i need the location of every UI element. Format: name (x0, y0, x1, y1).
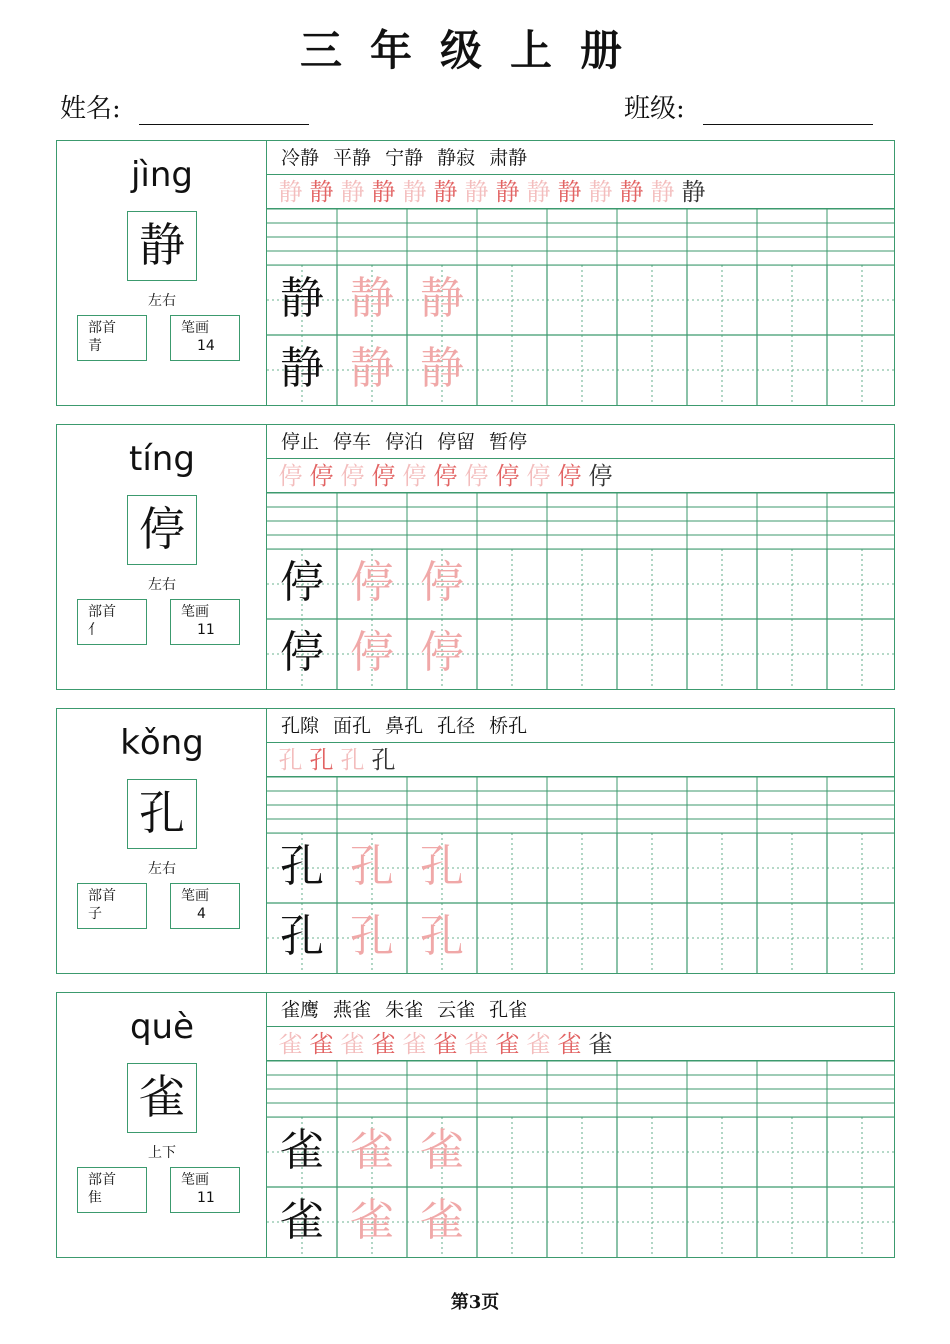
practice-area (267, 709, 894, 973)
stroke-step: 停 (309, 462, 334, 490)
radical-value: 子 (88, 906, 102, 922)
structure-label: 上下 (148, 1145, 176, 1161)
stroke-count-box (170, 883, 240, 929)
character-info-panel (57, 709, 267, 973)
model-character-cell: 雀 (280, 1125, 324, 1176)
trace-character-cell: 静 (420, 273, 464, 324)
vocabulary-words: 孔隙 面孔 鼻孔 孔径 桥孔 (267, 709, 894, 743)
pinyin-writing-grid[interactable] (267, 209, 894, 265)
practice-row (267, 335, 894, 405)
stroke-count-label: 笔画 (181, 888, 209, 904)
pinyin: kǒng (120, 723, 204, 763)
stroke-step: 停 (464, 462, 489, 490)
stroke-count-value: 14 (197, 338, 215, 354)
stroke-count-box (170, 599, 240, 645)
name-label: 姓名: (60, 94, 121, 124)
stroke-step: 静 (433, 178, 458, 206)
stroke-step: 停 (588, 462, 613, 490)
practice-area (267, 425, 894, 689)
stroke-order-row (267, 459, 894, 493)
trace-character-cell: 雀 (350, 1125, 394, 1176)
stroke-count-value: 11 (197, 622, 215, 638)
stroke-order-sequence (275, 175, 709, 209)
stroke-step: 静 (278, 178, 303, 206)
stroke-step: 雀 (557, 1030, 582, 1058)
practice-area (267, 141, 894, 405)
vocabulary-words: 雀鹰 燕雀 朱雀 云雀 孔雀 (267, 993, 894, 1027)
practice-row (267, 619, 894, 689)
page-title: 三年级上册 (299, 26, 650, 75)
radical-label: 部首 (88, 1172, 116, 1188)
trace-character-cell: 停 (350, 557, 394, 608)
trace-character-cell: 孔 (350, 841, 394, 892)
class-label: 班级: (624, 94, 685, 124)
pinyin: jìng (130, 155, 194, 195)
trace-character-cell: 雀 (350, 1195, 394, 1246)
character-card (56, 708, 895, 974)
practice-area (267, 993, 894, 1257)
stroke-count-value: 11 (197, 1190, 215, 1206)
model-character: 孔 (127, 779, 197, 849)
stroke-step: 静 (309, 178, 334, 206)
stroke-step: 静 (402, 178, 427, 206)
stroke-step: 静 (588, 178, 613, 206)
stroke-step: 静 (619, 178, 644, 206)
model-character-cell: 雀 (280, 1195, 324, 1246)
radical-value: 青 (88, 338, 102, 354)
stroke-order-row (267, 1027, 894, 1061)
trace-character-cell: 孔 (420, 841, 464, 892)
name-blank-line[interactable] (139, 94, 309, 125)
stroke-order-sequence (275, 743, 399, 777)
model-character-cell: 停 (280, 557, 324, 608)
trace-character-cell: 停 (420, 627, 464, 678)
stroke-step: 停 (526, 462, 551, 490)
trace-character-cell: 雀 (420, 1195, 464, 1246)
radical-box (77, 315, 147, 361)
stroke-step: 孔 (278, 746, 303, 774)
stroke-step: 雀 (464, 1030, 489, 1058)
stroke-count-label: 笔画 (181, 320, 209, 336)
name-field-row (60, 88, 309, 125)
stroke-step: 雀 (433, 1030, 458, 1058)
stroke-step: 静 (340, 178, 365, 206)
trace-character-cell: 静 (350, 343, 394, 394)
class-field-row (624, 88, 873, 125)
model-character-cell: 孔 (280, 841, 324, 892)
model-character: 停 (127, 495, 197, 565)
trace-character-cell: 雀 (420, 1125, 464, 1176)
vocabulary-words: 冷静 平静 宁静 静寂 肃静 (267, 141, 894, 175)
character-info-panel (57, 425, 267, 689)
pinyin: tíng (129, 439, 195, 479)
stroke-step: 静 (681, 178, 706, 206)
pinyin-writing-grid[interactable] (267, 777, 894, 833)
character-card (56, 992, 895, 1258)
structure-label: 左右 (148, 861, 176, 877)
stroke-step: 雀 (340, 1030, 365, 1058)
character-card (56, 424, 895, 690)
stroke-step: 静 (557, 178, 582, 206)
stroke-order-sequence (275, 1027, 616, 1061)
model-character: 静 (127, 211, 197, 281)
stroke-step: 雀 (588, 1030, 613, 1058)
model-character-cell: 静 (280, 273, 324, 324)
stroke-step: 雀 (402, 1030, 427, 1058)
practice-row (267, 903, 894, 973)
stroke-step: 停 (433, 462, 458, 490)
practice-row (267, 549, 894, 619)
model-character: 雀 (127, 1063, 197, 1133)
page-number: 第3页 (450, 1292, 500, 1313)
radical-label: 部首 (88, 888, 116, 904)
stroke-step: 静 (526, 178, 551, 206)
radical-box (77, 599, 147, 645)
trace-character-cell: 静 (350, 273, 394, 324)
stroke-step: 停 (557, 462, 582, 490)
pinyin-writing-grid[interactable] (267, 1061, 894, 1117)
stroke-step: 静 (371, 178, 396, 206)
stroke-step: 静 (495, 178, 520, 206)
stroke-step: 雀 (526, 1030, 551, 1058)
stroke-step: 停 (402, 462, 427, 490)
stroke-count-box (170, 1167, 240, 1213)
stroke-step: 停 (340, 462, 365, 490)
stroke-count-label: 笔画 (181, 604, 209, 620)
structure-label: 左右 (148, 293, 176, 309)
character-info-panel (57, 141, 267, 405)
model-character-cell: 静 (280, 343, 324, 394)
vocabulary-words: 停止 停车 停泊 停留 暂停 (267, 425, 894, 459)
practice-row (267, 1187, 894, 1257)
stroke-count-value: 4 (197, 906, 206, 922)
stroke-order-sequence (275, 459, 616, 493)
practice-row (267, 833, 894, 903)
trace-character-cell: 停 (420, 557, 464, 608)
radical-value: 隹 (88, 1190, 102, 1206)
stroke-step: 停 (278, 462, 303, 490)
stroke-step: 静 (650, 178, 675, 206)
stroke-order-row (267, 743, 894, 777)
trace-character-cell: 孔 (350, 911, 394, 962)
trace-character-cell: 停 (350, 627, 394, 678)
stroke-step: 雀 (371, 1030, 396, 1058)
class-blank-line[interactable] (703, 94, 873, 125)
stroke-step: 孔 (340, 746, 365, 774)
stroke-count-label: 笔画 (181, 1172, 209, 1188)
character-card (56, 140, 895, 406)
practice-row (267, 1117, 894, 1187)
stroke-step: 雀 (495, 1030, 520, 1058)
stroke-step: 停 (371, 462, 396, 490)
trace-character-cell: 孔 (420, 911, 464, 962)
stroke-step: 静 (464, 178, 489, 206)
pinyin: què (129, 1007, 195, 1047)
practice-row (267, 265, 894, 335)
radical-box (77, 1167, 147, 1213)
stroke-count-box (170, 315, 240, 361)
radical-box (77, 883, 147, 929)
stroke-step: 雀 (309, 1030, 334, 1058)
stroke-step: 孔 (371, 746, 396, 774)
radical-value: 亻 (88, 622, 102, 638)
radical-label: 部首 (88, 320, 116, 336)
radical-label: 部首 (88, 604, 116, 620)
pinyin-writing-grid[interactable] (267, 493, 894, 549)
stroke-step: 孔 (309, 746, 334, 774)
stroke-order-row (267, 175, 894, 209)
trace-character-cell: 静 (420, 343, 464, 394)
stroke-step: 雀 (278, 1030, 303, 1058)
character-info-panel (57, 993, 267, 1257)
structure-label: 左右 (148, 577, 176, 593)
model-character-cell: 停 (280, 627, 324, 678)
stroke-step: 停 (495, 462, 520, 490)
model-character-cell: 孔 (280, 911, 324, 962)
